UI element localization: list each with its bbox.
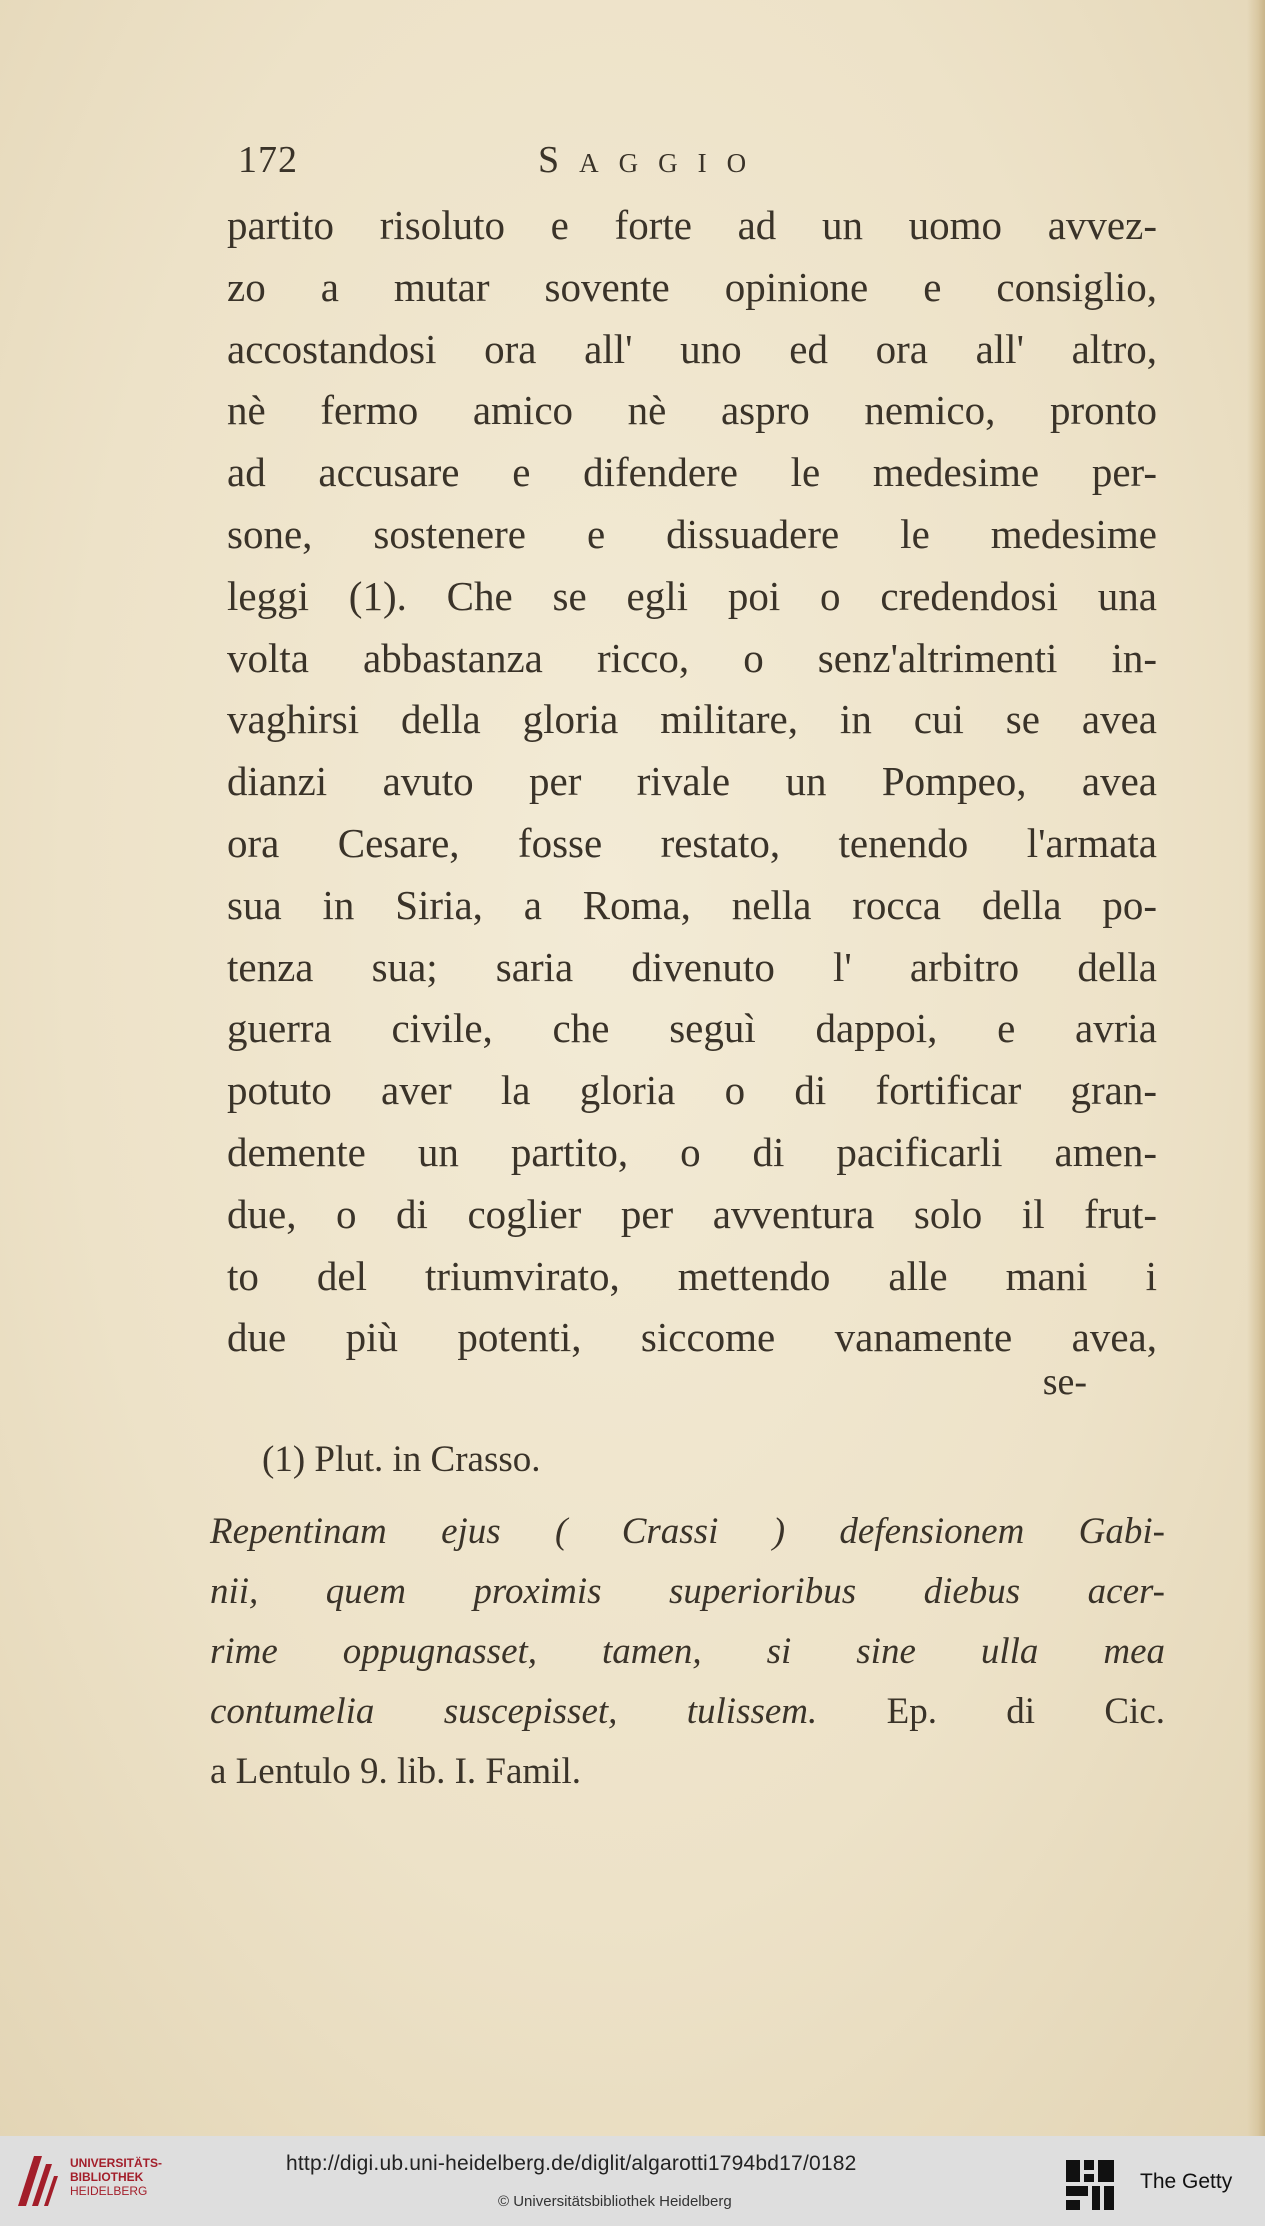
library-name-line: BIBLIOTHEK	[70, 2170, 144, 2184]
getty-logo-icon	[1064, 2158, 1116, 2212]
library-name-line: HEIDELBERG	[70, 2184, 148, 2198]
viewer-footer	[0, 2136, 1265, 2226]
text-line: leggi (1). Che se egli poi o credendosi una	[227, 572, 1157, 619]
page-edge-shadow	[1247, 0, 1265, 2136]
text-line: due, o di coglier per avventura solo il frut-	[227, 1190, 1157, 1237]
footnote-line	[210, 1502, 1165, 1562]
text-line: vaghirsi della gloria militare, in cui se avea	[227, 696, 1157, 743]
text-line: partito risoluto e forte ad un uomo avvez-	[227, 202, 1157, 248]
footnote-source: Ep. di Cic.	[817, 1691, 1166, 1732]
text-line: ora Cesare, fosse restato, tenendo l'armata	[227, 819, 1157, 866]
text-line: zo a mutar sovente opinione e consiglio,	[227, 263, 1157, 310]
footnote-line	[210, 1742, 1165, 1802]
footnote-line	[210, 1562, 1165, 1622]
library-name-line: UNIVERSITÄTS-	[70, 2156, 163, 2170]
running-title: Saggio	[538, 139, 767, 181]
footnote-latin: contumelia suscepisset, tulissem.	[210, 1691, 818, 1732]
text-line: due più potenti, siccome vanamente avea,	[227, 1314, 1157, 1361]
copyright-notice: © Universitätsbibliothek Heidelberg	[498, 2193, 732, 2210]
text-line: sone, sostenere e dissuadere le medesime	[227, 510, 1157, 557]
text-line: ad accusare e difendere le medesime per-	[227, 449, 1157, 496]
university-library-logo-icon	[12, 2148, 62, 2212]
text-line: demente un partito, o di pacificarli amen-	[227, 1128, 1157, 1175]
text-line: volta abbastanza ricco, o senz'altrimenti in-	[227, 634, 1157, 681]
library-name	[70, 2156, 162, 2198]
footnote-latin: Repentinam ejus ( Crassi ) defensionem Gabi-	[210, 1511, 1165, 1552]
footnote-block	[210, 1430, 1165, 1802]
text-line: nè fermo amico nè aspro nemico, pronto	[227, 387, 1157, 434]
permalink-url[interactable]: http://digi.ub.uni-heidelberg.de/diglit/algarotti1794bd17/0182	[286, 2152, 857, 2175]
footnote-latin: nii, quem proximis superioribus diebus acer-	[210, 1571, 1165, 1612]
page-number: 172	[238, 139, 298, 181]
text-line: to del triumvirato, mettendo alle mani i	[227, 1252, 1157, 1299]
body-text	[227, 195, 1157, 1369]
footnote-line	[210, 1622, 1165, 1682]
catchword: se-	[1042, 1361, 1087, 1403]
footnote-source: a Lentulo 9. lib. I. Famil.	[210, 1751, 581, 1792]
running-head	[238, 138, 1138, 188]
footnote-reference: (1) Plut. in Crasso.	[262, 1439, 541, 1480]
footnote-latin: rime oppugnasset, tamen, si sine ulla mea	[210, 1631, 1165, 1672]
text-line: accostandosi ora all' uno ed ora all' altro,	[227, 325, 1157, 372]
text-line: sua in Siria, a Roma, nella rocca della po-	[227, 881, 1157, 928]
text-line: guerra civile, che seguì dappoi, e avria	[227, 1005, 1157, 1052]
text-line: dianzi avuto per rivale un Pompeo, avea	[227, 758, 1157, 805]
text-line: tenza sua; saria divenuto l' arbitro della	[227, 943, 1157, 990]
text-line: potuto aver la gloria o di fortificar gran-	[227, 1067, 1157, 1114]
partner-name: The Getty	[1140, 2170, 1233, 2193]
footnote-line	[210, 1682, 1165, 1742]
